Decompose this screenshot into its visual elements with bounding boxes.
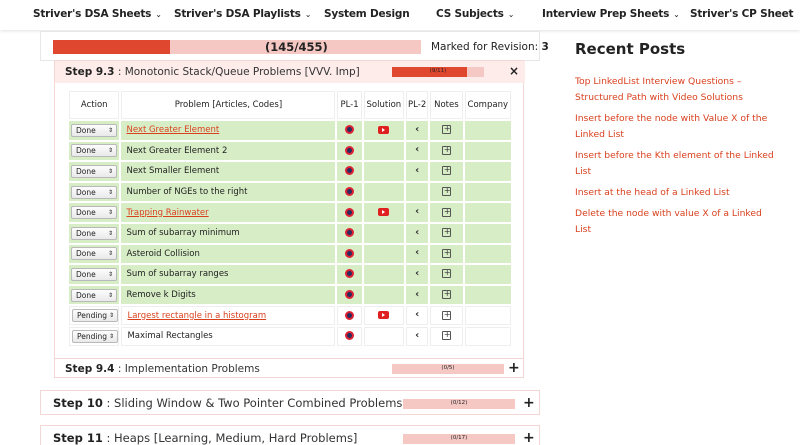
solution-cell bbox=[364, 183, 404, 202]
notes-cell bbox=[430, 306, 462, 325]
company-cell bbox=[465, 224, 511, 243]
recent-post-link[interactable]: Top LinkedList Interview Questions – Structured Path with Video Solutions bbox=[575, 76, 743, 103]
solution-cell bbox=[364, 245, 404, 264]
coding-ninjas-icon[interactable] bbox=[345, 249, 354, 258]
recent-post-link[interactable]: Insert before the node with Value X of the Linked List bbox=[575, 113, 768, 140]
company-cell bbox=[465, 306, 511, 325]
company-cell bbox=[465, 286, 511, 305]
coding-ninjas-icon[interactable] bbox=[345, 228, 354, 237]
add-note-icon[interactable] bbox=[442, 146, 451, 155]
status-value: Pending bbox=[77, 331, 107, 341]
nav-label: System Design bbox=[324, 8, 410, 20]
action-cell bbox=[69, 327, 119, 346]
problem-name: Asteroid Collision bbox=[126, 248, 200, 259]
pl1-cell bbox=[337, 245, 361, 264]
solution-cell bbox=[364, 224, 404, 243]
leetcode-icon[interactable]: ‹ bbox=[415, 309, 420, 321]
nav-cp-sheet[interactable] bbox=[690, 8, 793, 20]
notes-cell bbox=[430, 286, 462, 305]
chevron-down-icon: ⌄ bbox=[673, 10, 680, 19]
step-name: : Implementation Problems bbox=[117, 363, 260, 375]
step-9-3-header[interactable] bbox=[55, 61, 525, 83]
notes-cell bbox=[430, 265, 462, 284]
youtube-icon[interactable] bbox=[378, 208, 389, 216]
status-value: Done bbox=[76, 208, 96, 218]
chevron-updown-icon: ⇕ bbox=[107, 167, 113, 175]
pl1-cell bbox=[337, 327, 361, 346]
add-note-icon[interactable] bbox=[442, 125, 451, 134]
col-solution: Solution bbox=[364, 91, 404, 119]
pl2-cell bbox=[406, 306, 428, 325]
notes-cell bbox=[430, 245, 462, 264]
pl1-cell bbox=[337, 286, 361, 305]
notes-cell bbox=[430, 162, 462, 181]
close-icon[interactable]: × bbox=[509, 64, 520, 78]
pl1-cell bbox=[337, 203, 361, 222]
add-note-icon[interactable] bbox=[442, 290, 451, 299]
add-note-icon[interactable] bbox=[442, 311, 451, 320]
solution-cell bbox=[364, 306, 404, 325]
recent-post-link[interactable]: Delete the node with value X of a Linked List bbox=[575, 208, 762, 235]
nav-dsa-sheets[interactable] bbox=[33, 8, 162, 20]
chevron-updown-icon: ⇕ bbox=[107, 250, 113, 258]
solution-cell bbox=[364, 162, 404, 181]
table-row bbox=[69, 245, 511, 264]
add-note-icon[interactable] bbox=[442, 187, 451, 196]
step-title bbox=[53, 431, 357, 445]
chevron-down-icon: ⌄ bbox=[304, 10, 312, 19]
nav-label: Striver's DSA Sheets bbox=[33, 8, 152, 20]
pl2-cell bbox=[406, 265, 428, 284]
problem-name: Next Greater Element 2 bbox=[126, 145, 228, 156]
add-note-icon[interactable] bbox=[442, 331, 451, 340]
add-note-icon[interactable] bbox=[442, 208, 451, 217]
coding-ninjas-icon[interactable] bbox=[345, 187, 354, 196]
leetcode-icon[interactable]: ‹ bbox=[415, 329, 420, 341]
chevron-updown-icon: ⇕ bbox=[107, 126, 113, 134]
col-problem: Problem [Articles, Codes] bbox=[121, 91, 335, 119]
action-cell bbox=[69, 121, 119, 140]
coding-ninjas-icon[interactable] bbox=[345, 166, 354, 175]
problem-cell bbox=[121, 121, 335, 140]
coding-ninjas-icon[interactable] bbox=[345, 208, 354, 217]
chevron-updown-icon: ⇕ bbox=[107, 147, 113, 155]
step-progress-bar bbox=[392, 67, 484, 77]
step-name: : Heaps [Learning, Medium, Hard Problems] bbox=[106, 431, 358, 445]
nav-label: Interview Prep Sheets bbox=[542, 8, 670, 20]
solution-cell bbox=[364, 265, 404, 284]
solution-cell bbox=[364, 121, 404, 140]
top-navbar bbox=[0, 0, 800, 30]
solution-cell bbox=[364, 142, 404, 161]
status-value: Done bbox=[76, 290, 96, 300]
leetcode-icon[interactable]: ‹ bbox=[415, 288, 420, 300]
step-9-4-row[interactable] bbox=[54, 358, 524, 378]
status-value: Done bbox=[76, 166, 96, 176]
step-9-3-panel bbox=[54, 60, 524, 360]
step-number: Step 10 bbox=[53, 396, 103, 410]
problem-rows bbox=[69, 121, 511, 346]
notes-cell bbox=[430, 183, 462, 202]
action-cell bbox=[69, 306, 119, 325]
action-cell bbox=[69, 245, 119, 264]
action-cell bbox=[69, 286, 119, 305]
chevron-updown-icon: ⇕ bbox=[107, 229, 113, 237]
step-name: : Monotonic Stack/Queue Problems [VVV. Imp] bbox=[117, 66, 360, 78]
nav-label: CS Subjects bbox=[436, 8, 504, 20]
plus-icon[interactable]: + bbox=[508, 360, 520, 376]
chevron-down-icon: ⌄ bbox=[507, 10, 515, 19]
step-title bbox=[65, 66, 360, 78]
chevron-updown-icon: ⇕ bbox=[107, 209, 113, 217]
chevron-down-icon: ⌄ bbox=[155, 10, 162, 19]
problem-cell bbox=[121, 162, 335, 181]
action-cell bbox=[69, 142, 119, 161]
action-cell bbox=[69, 224, 119, 243]
status-select[interactable] bbox=[71, 227, 117, 240]
status-select[interactable] bbox=[71, 186, 117, 199]
company-cell bbox=[465, 142, 511, 161]
notes-cell bbox=[430, 121, 462, 140]
leetcode-icon[interactable]: ‹ bbox=[415, 267, 420, 279]
problem-cell bbox=[121, 224, 335, 243]
add-note-icon[interactable] bbox=[442, 166, 451, 175]
company-cell bbox=[465, 327, 511, 346]
col-pl2: PL-2 bbox=[406, 91, 428, 119]
revision-counter bbox=[431, 41, 549, 53]
pl2-cell bbox=[406, 162, 428, 181]
step-number: Step 9.4 bbox=[65, 363, 115, 375]
table-row bbox=[69, 224, 511, 243]
table-row bbox=[69, 142, 511, 161]
nav-dsa-playlists[interactable] bbox=[174, 8, 311, 20]
plus-icon[interactable]: + bbox=[523, 430, 535, 445]
problem-name[interactable]: Trapping Rainwater bbox=[126, 207, 209, 218]
table-row bbox=[69, 286, 511, 305]
pl2-cell bbox=[406, 224, 428, 243]
status-select[interactable] bbox=[71, 247, 117, 260]
overall-progress-count: (145/455) bbox=[265, 40, 328, 54]
recent-post-link[interactable]: Insert at the head of a Linked List bbox=[575, 187, 730, 198]
step-progress-bar bbox=[403, 399, 515, 409]
problem-name: Remove k Digits bbox=[126, 290, 196, 301]
chevron-updown-icon: ⇕ bbox=[108, 312, 114, 320]
status-value: Done bbox=[76, 187, 96, 197]
recent-posts-title: Recent Posts bbox=[575, 40, 686, 58]
problems-table bbox=[67, 89, 513, 348]
table-header-row bbox=[69, 91, 511, 119]
youtube-icon[interactable] bbox=[378, 126, 389, 134]
action-cell bbox=[69, 183, 119, 202]
table-row bbox=[69, 183, 511, 202]
table-row bbox=[69, 162, 511, 181]
action-cell bbox=[69, 265, 119, 284]
revision-label: Marked for Revision: bbox=[431, 41, 539, 53]
action-cell bbox=[69, 203, 119, 222]
pl1-cell bbox=[337, 142, 361, 161]
step-number: Step 9.3 bbox=[65, 66, 115, 78]
problem-name[interactable]: Next Greater Element bbox=[126, 125, 220, 136]
chevron-updown-icon: ⇕ bbox=[107, 291, 113, 299]
leetcode-icon[interactable]: ‹ bbox=[415, 144, 420, 156]
overall-progress-bar bbox=[53, 40, 421, 54]
company-cell bbox=[465, 203, 511, 222]
step-10-row[interactable] bbox=[40, 390, 540, 415]
notes-cell bbox=[430, 142, 462, 161]
coding-ninjas-icon[interactable] bbox=[345, 290, 354, 299]
problem-name: Maximal Rectangles bbox=[127, 331, 213, 342]
status-value: Done bbox=[76, 249, 96, 259]
col-pl1: PL-1 bbox=[337, 91, 361, 119]
problem-cell bbox=[121, 142, 335, 161]
table-row bbox=[69, 327, 511, 346]
company-cell bbox=[465, 183, 511, 202]
pl1-cell bbox=[337, 162, 361, 181]
table-row bbox=[69, 265, 511, 284]
step-progress-count: (0/12) bbox=[450, 400, 468, 406]
coding-ninjas-icon[interactable] bbox=[345, 269, 354, 278]
leetcode-icon[interactable]: ‹ bbox=[415, 164, 420, 176]
coding-ninjas-icon[interactable] bbox=[345, 331, 354, 340]
problem-cell bbox=[121, 327, 335, 346]
col-company: Company bbox=[465, 91, 511, 119]
problem-cell bbox=[121, 203, 335, 222]
step-progress-bar bbox=[403, 434, 515, 444]
problem-name: Sum of subarray minimum bbox=[126, 228, 240, 239]
coding-ninjas-icon[interactable] bbox=[345, 311, 354, 320]
chevron-updown-icon: ⇕ bbox=[107, 188, 113, 196]
company-cell bbox=[465, 121, 511, 140]
pl1-cell bbox=[337, 183, 361, 202]
pl2-cell bbox=[406, 121, 428, 140]
step-progress-count: (0/5) bbox=[441, 365, 455, 371]
problem-name: Sum of subarray ranges bbox=[126, 269, 229, 280]
step-progress-count: (0/17) bbox=[450, 435, 468, 441]
step-progress-count: (9/11) bbox=[429, 68, 447, 74]
pl1-cell bbox=[337, 224, 361, 243]
pl1-cell bbox=[337, 121, 361, 140]
add-note-icon[interactable] bbox=[442, 249, 451, 258]
pl2-cell bbox=[406, 286, 428, 305]
table-row bbox=[69, 203, 511, 222]
status-select[interactable] bbox=[71, 165, 117, 178]
status-value: Done bbox=[76, 269, 96, 279]
add-note-icon[interactable] bbox=[442, 269, 451, 278]
problem-cell bbox=[121, 245, 335, 264]
notes-cell bbox=[430, 224, 462, 243]
pl2-cell bbox=[406, 183, 428, 202]
leetcode-icon[interactable]: ‹ bbox=[415, 123, 420, 135]
status-value: Done bbox=[76, 146, 96, 156]
pl1-cell bbox=[337, 265, 361, 284]
coding-ninjas-icon[interactable] bbox=[345, 125, 354, 134]
pl2-cell bbox=[406, 203, 428, 222]
solution-cell bbox=[364, 286, 404, 305]
overall-progress-fill bbox=[53, 40, 170, 54]
youtube-icon[interactable] bbox=[378, 311, 389, 319]
col-action: Action bbox=[69, 91, 119, 119]
nav-label: Striver's DSA Playlists bbox=[174, 8, 301, 20]
status-select[interactable] bbox=[71, 268, 117, 281]
problem-name: Number of NGEs to the right bbox=[126, 187, 248, 198]
col-notes: Notes bbox=[430, 91, 462, 119]
status-select[interactable] bbox=[71, 124, 117, 137]
pl2-cell bbox=[406, 142, 428, 161]
leetcode-icon[interactable]: ‹ bbox=[415, 226, 420, 238]
step-title bbox=[53, 396, 402, 410]
plus-icon[interactable]: + bbox=[523, 395, 535, 411]
status-select[interactable] bbox=[71, 289, 117, 302]
status-select[interactable] bbox=[71, 144, 117, 157]
leetcode-icon[interactable]: ‹ bbox=[415, 206, 420, 218]
status-select[interactable] bbox=[72, 309, 118, 322]
step-name: : Sliding Window & Two Pointer Combined Problems bbox=[106, 396, 403, 410]
chevron-updown-icon: ⇕ bbox=[108, 332, 114, 340]
problem-cell bbox=[121, 306, 335, 325]
action-cell bbox=[69, 162, 119, 181]
nav-label: Striver's CP Sheet bbox=[690, 8, 794, 20]
step-progress-bar bbox=[392, 364, 504, 374]
notes-cell bbox=[430, 203, 462, 222]
step-number: Step 11 bbox=[53, 431, 103, 445]
chevron-updown-icon: ⇕ bbox=[107, 270, 113, 278]
pl2-cell bbox=[406, 245, 428, 264]
nav-system-design[interactable] bbox=[324, 8, 409, 20]
nav-interview-prep[interactable] bbox=[542, 8, 680, 20]
add-note-icon[interactable] bbox=[442, 228, 451, 237]
company-cell bbox=[465, 245, 511, 264]
leetcode-icon[interactable]: ‹ bbox=[415, 247, 420, 259]
nav-cs-subjects[interactable] bbox=[436, 8, 514, 20]
overall-progress bbox=[40, 31, 549, 61]
step-11-row[interactable] bbox=[40, 425, 540, 445]
problem-name[interactable]: Largest rectangle in a histogram bbox=[127, 310, 267, 321]
coding-ninjas-icon[interactable] bbox=[345, 146, 354, 155]
problem-cell bbox=[121, 183, 335, 202]
company-cell bbox=[465, 265, 511, 284]
solution-cell bbox=[364, 327, 404, 346]
status-select[interactable] bbox=[71, 206, 117, 219]
status-select[interactable] bbox=[72, 330, 118, 343]
recent-post-link[interactable]: Insert before the Kth element of the Linked List bbox=[575, 150, 774, 177]
step-title bbox=[65, 363, 260, 375]
notes-cell bbox=[430, 327, 462, 346]
status-value: Pending bbox=[77, 311, 107, 321]
revision-count: 3 bbox=[541, 41, 549, 53]
status-value: Done bbox=[76, 125, 96, 135]
pl1-cell bbox=[337, 306, 361, 325]
problem-name: Next Smaller Element bbox=[126, 166, 220, 177]
solution-cell bbox=[364, 203, 404, 222]
problem-cell bbox=[121, 265, 335, 284]
table-row bbox=[69, 306, 511, 325]
pl2-cell bbox=[406, 327, 428, 346]
company-cell bbox=[465, 162, 511, 181]
problem-cell bbox=[121, 286, 335, 305]
table-row bbox=[69, 121, 511, 140]
status-value: Done bbox=[76, 228, 96, 238]
